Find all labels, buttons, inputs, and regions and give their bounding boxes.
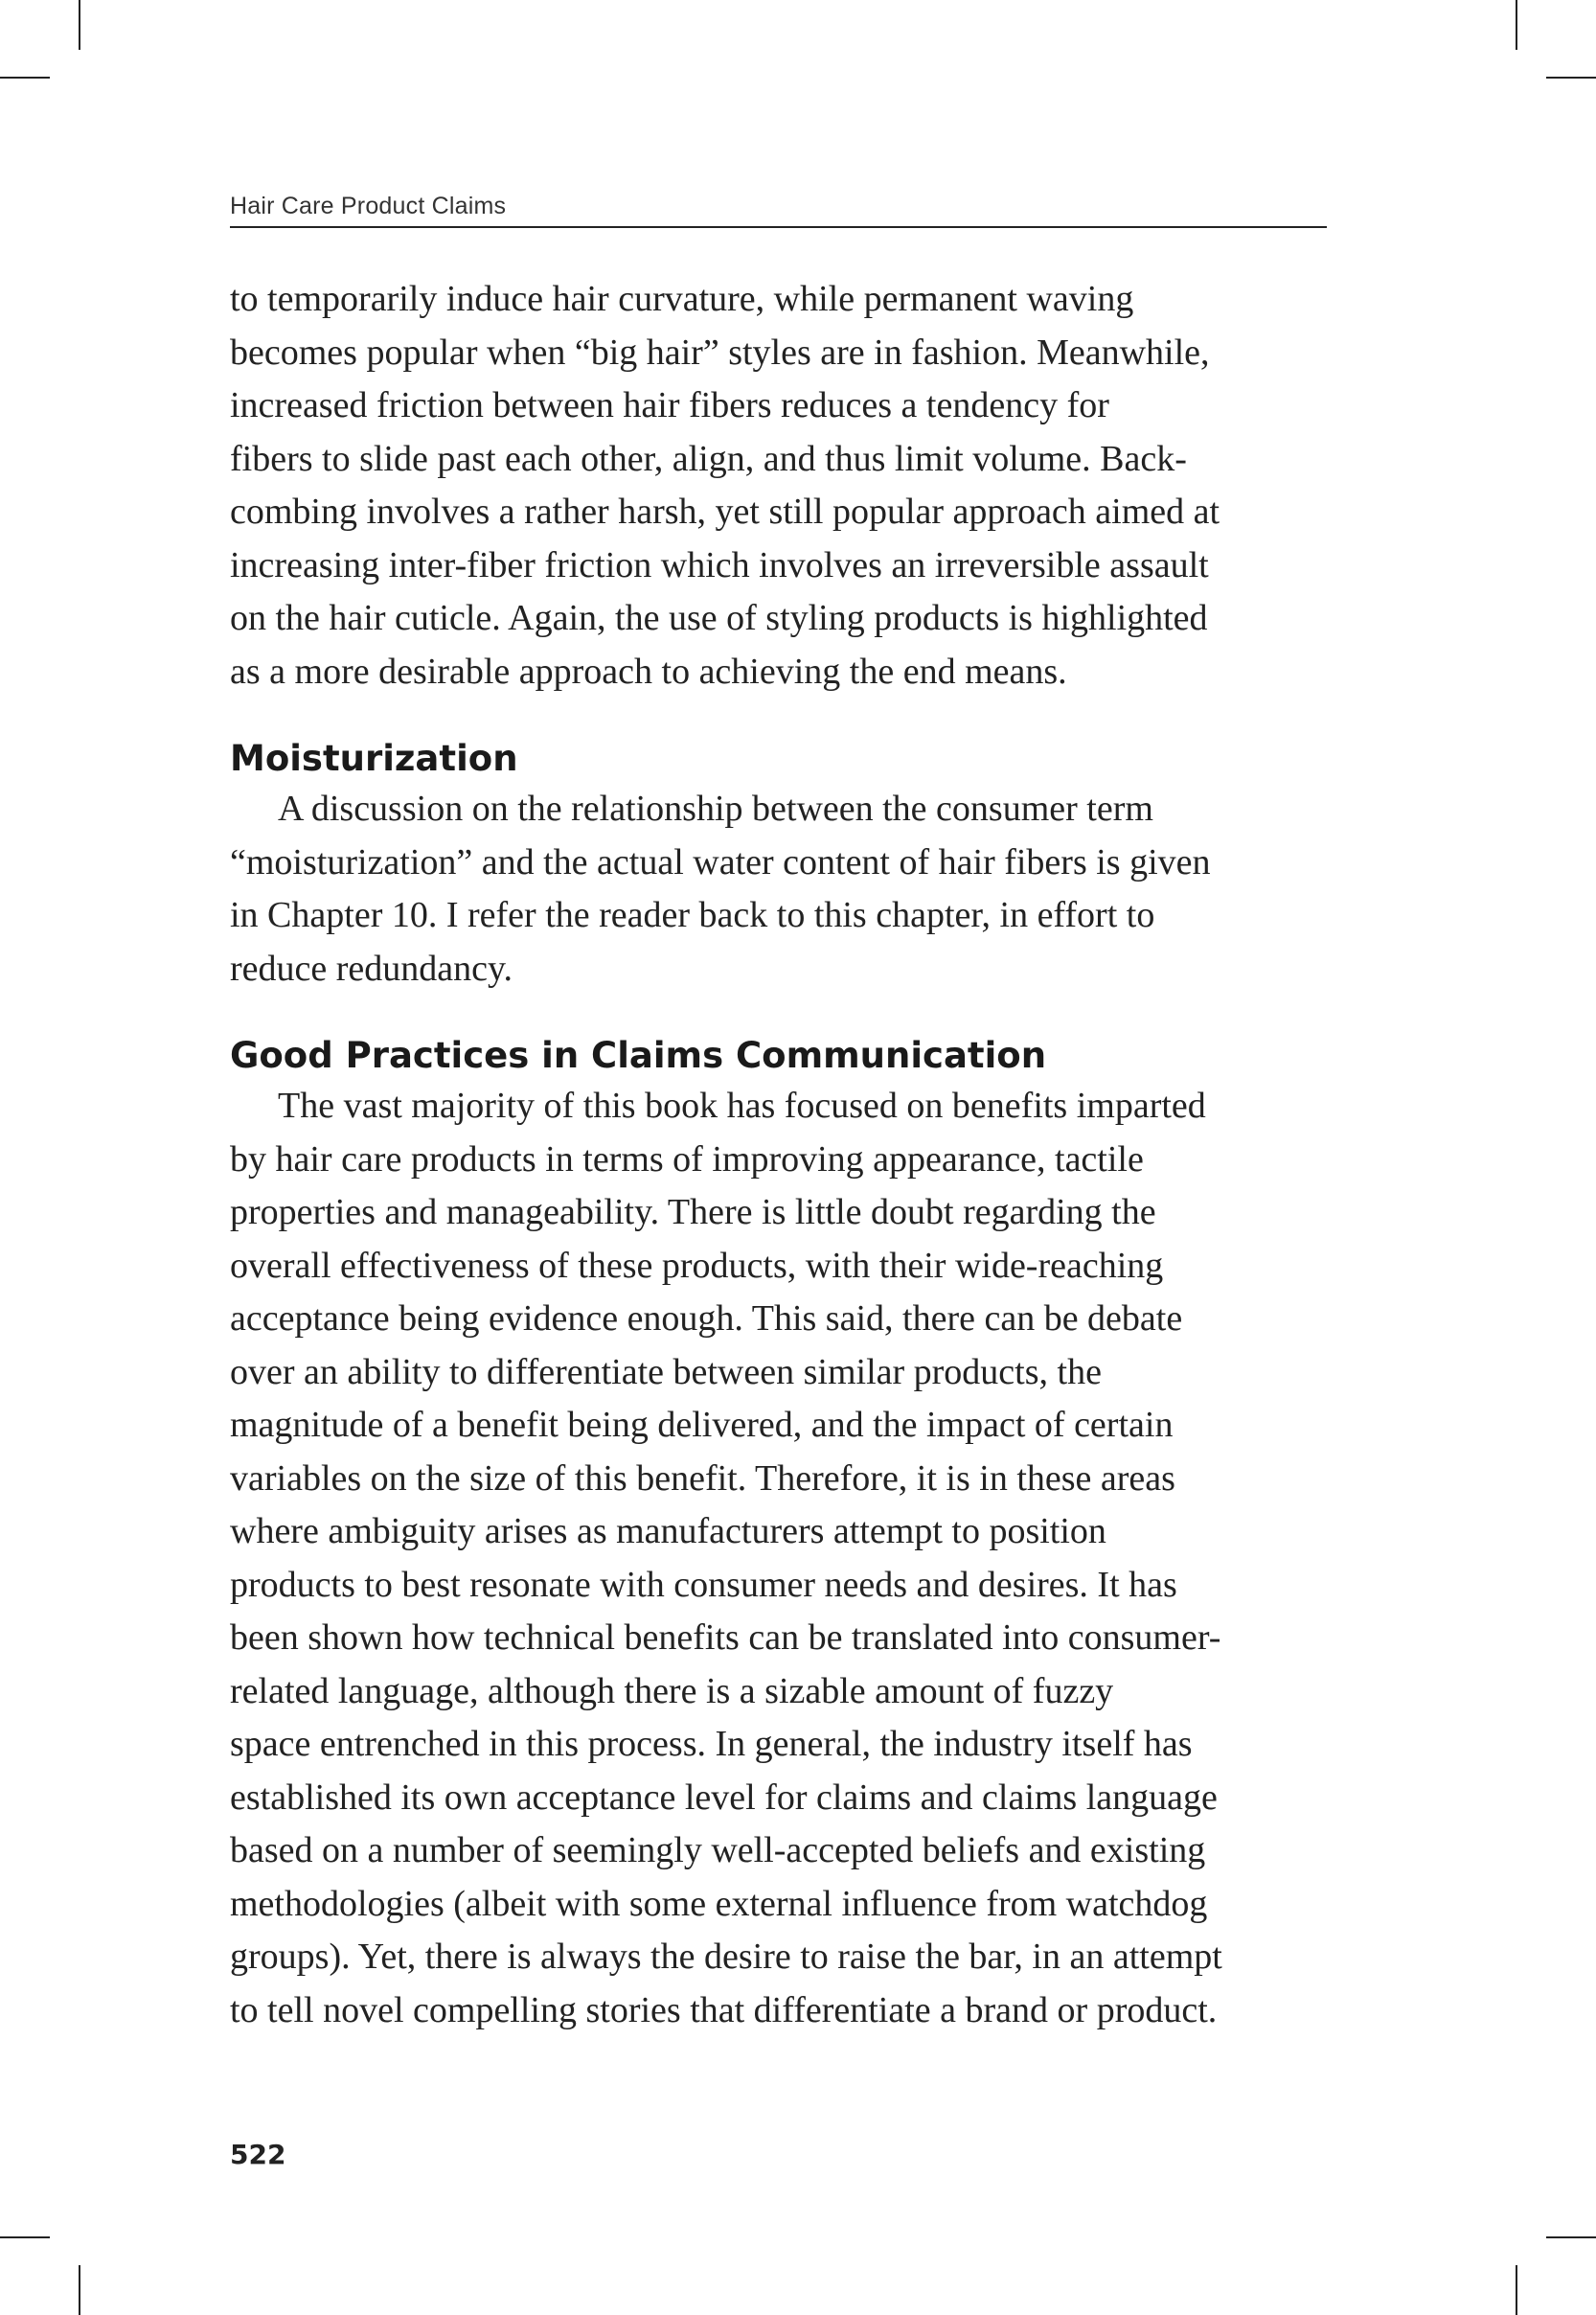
crop-mark-top-left [79,0,80,50]
crop-mark-bottom-right [1516,2265,1517,2315]
crop-mark-top-left-h [0,77,50,79]
section-heading-moisturization: Moisturization [230,738,518,779]
crop-mark-bottom-left-h [0,2236,50,2238]
crop-mark-top-right-h [1546,77,1596,79]
running-head: Hair Care Product Claims [230,192,1327,228]
good-practices-paragraph: The vast majority of this book has focused on benefits imparted by hair care products in terms of improving appearance, tactile properties and manageability. There is little doubt regarding the overall effectiveness of these products, with their wide-reaching acceptance being evidence enough. This said, there can be debate over an ability to differentiate between similar products, the magnitude of a benefit being delivered, and the impact of certain variables on the size of this benefit. Therefore, it is in these areas where ambiguity arises as manufacturers attempt to position products to best resonate with consumer needs and desires. It has been shown how technical benefits can be translated into consumer- related language, although there is a sizable amount of fuzzy space entrenched in this process. In general, the industry itself has established its own acceptance level for claims and claims language based on a number of seemingly well-accepted beliefs and existing methodologies (albeit with some external influence from watchdog groups). Yet, there is always the desire to raise the bar, in an attempt to tell novel compelling stories that differentiate a brand or product. [230,1086,1222,2030]
crop-mark-top-right [1516,0,1517,50]
page-body [230,273,1341,2037]
crop-mark-bottom-right-h [1546,2236,1596,2238]
moisturization-paragraph: A discussion on the relationship between the consumer term “moisturization” and the actual water content of hair fibers is given in Chapter 10. I refer the reader back to this chapter, in effort to reduce redundancy. [230,789,1211,989]
section-heading-good-practices: Good Practices in Claims Communication [230,1035,1047,1076]
crop-mark-bottom-left [79,2265,80,2315]
intro-paragraph: to temporarily induce hair curvature, while permanent waving becomes popular when “big hair” styles are in fashion. Meanwhile, increased friction between hair fibers reduces a tendency for fibers to slide past each other, align, and thus limit volume. Back- combing involves a rather harsh, yet still popular approach aimed at increasing inter-fiber friction which involves an irreversible assault on the hair cuticle. Again, the use of styling products is highlighted as a more desirable approach to achieving the end means. [230,279,1220,692]
page-number: 522 [230,2139,286,2170]
